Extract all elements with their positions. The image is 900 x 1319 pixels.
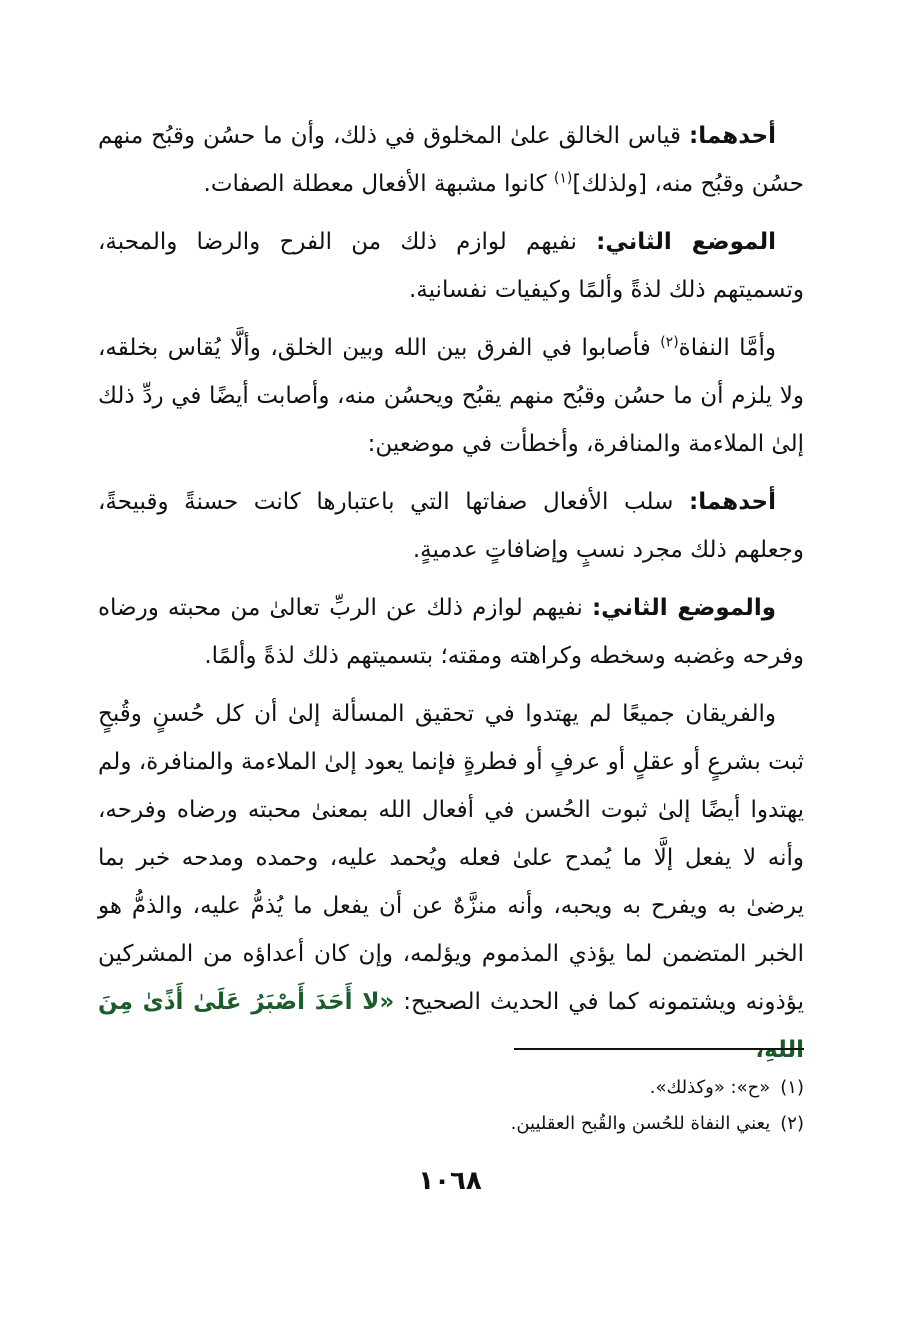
footnotes [98, 1070, 804, 1142]
paragraph-body: سلب الأفعال صفاتها التي باعتبارها كانت حسنةً وقبيحةً، وجعلهم ذلك مجرد نسبٍ وإضافاتٍ عدميةٍ. [98, 489, 804, 563]
paragraph-5 [98, 584, 804, 680]
hadith-quote: «لا أَحَدَ أَصْبَرُ عَلَىٰ أَذًىٰ مِنَ اللهِ، [98, 989, 804, 1063]
footnote-1 [98, 1070, 804, 1106]
paragraph-3 [98, 324, 804, 468]
footnote-2 [98, 1106, 804, 1142]
paragraph-tail: فأصابوا في الفرق بين الله وبين الخلق، وألَّا يُقاس بخلقه، ولا يلزم أن ما حسُن وقبُح منهم يقبُح ويحسُن منه، وأصابت أيضًا في ردِّ ذلك إلىٰ الملاءمة والمنافرة، وأخطأت في موضعين: [98, 335, 804, 457]
paragraph-lead: أحدهما: [689, 123, 776, 149]
paragraph-lead: أحدهما: [689, 489, 776, 515]
footnote-ref: (١) [553, 170, 573, 187]
paragraph-4 [98, 478, 804, 574]
paragraph-6 [98, 690, 804, 1074]
paragraph-1 [98, 112, 804, 208]
paragraph-lead: والموضع الثاني: [591, 595, 776, 621]
paragraph-body: نفيهم لوازم ذلك عن الربِّ تعالىٰ من محبته ورضاه وفرحه وغضبه وسخطه وكراهته ومقته؛ بتسميتهم ذلك لذةً وألمًا. [98, 595, 804, 669]
paragraph-body: والفريقان جميعًا لم يهتدوا في تحقيق المسألة إلىٰ أن كل حُسنٍ وقُبحٍ ثبت بشرعٍ أو عقلٍ أو عرفٍ أو فطرةٍ فإنما يعود إلىٰ الملاءمة والمنافرة، ولم يهتدوا أيضًا إلىٰ ثبوت الحُسن في أفعال الله بمعنىٰ محبته ورضاه وفرحه، وأنه لا يفعل إلَّا ما يُمدح علىٰ فعله ويُحمد عليه، وحمده ومدحه خبر بما يرضىٰ به ويفرح به ويحبه، وأنه منزَّهٌ عن أن يفعل ما يُذمُّ عليه، والذمُّ هو الخبر المتضمن لما يؤذي المذموم ويؤلمه، وإن كان أعداؤه من المشركين يؤذونه ويشتمونه كما في الحديث الصحيح: [98, 701, 804, 1015]
paragraph-2 [98, 218, 804, 314]
paragraph-body: نفيهم لوازم ذلك من الفرح والرضا والمحبة، وتسميتهم ذلك لذةً وألمًا وكيفيات نفسانية. [98, 229, 804, 303]
footnote-text: «ح»: «وكذلك». [649, 1077, 771, 1098]
paragraph-body: قياس الخالق علىٰ المخلوق في ذلك، وأن ما حسُن وقبُح منهم حسُن وقبُح منه، [ولذلك] [98, 123, 804, 197]
paragraph-body: وأمَّا النفاة [678, 335, 776, 361]
footnote-number: (٢) [780, 1113, 804, 1134]
footnote-divider [514, 1048, 804, 1050]
footnote-text: يعني النفاة للحُسن والقُبح العقليين. [510, 1113, 771, 1134]
page-number: ١٠٦٨ [418, 1166, 482, 1196]
footnote-number: (١) [780, 1077, 804, 1098]
main-text [98, 112, 804, 1084]
paragraph-tail: كانوا مشبهة الأفعال معطلة الصفات. [203, 171, 554, 197]
footnote-ref: (٢) [660, 334, 679, 351]
paragraph-lead: الموضع الثاني: [596, 229, 776, 255]
